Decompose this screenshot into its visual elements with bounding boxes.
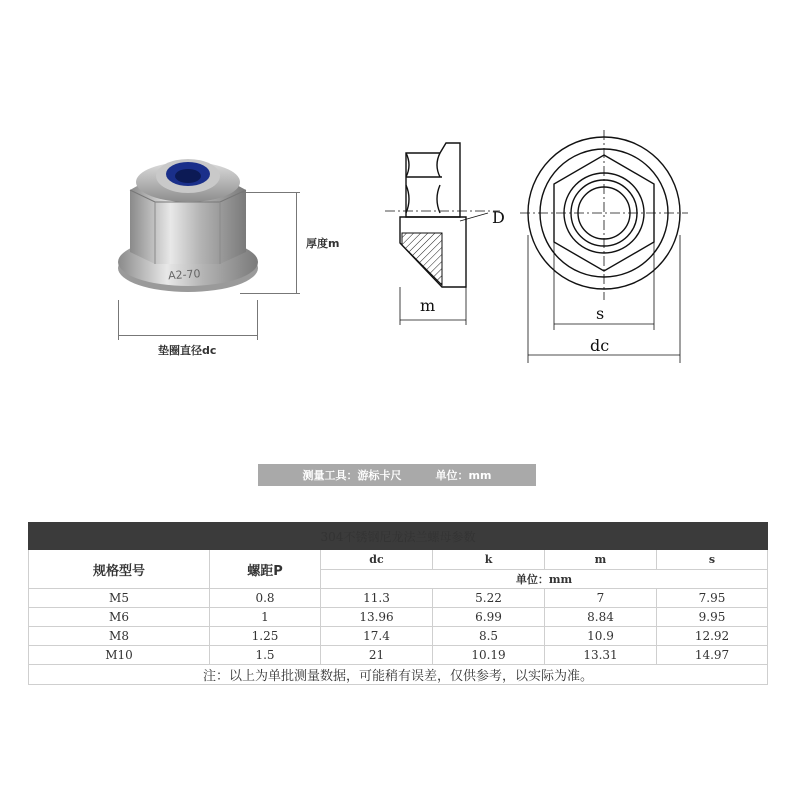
cell-pitch: 1.5 <box>210 646 321 665</box>
cell-s: 12.92 <box>657 627 768 646</box>
diameter-dim-left <box>118 300 119 340</box>
diameter-dim-right <box>257 300 258 340</box>
cell-spec: M8 <box>29 627 210 646</box>
header-m: m <box>545 550 657 570</box>
header-spec: 规格型号 <box>29 550 210 589</box>
cell-spec: M10 <box>29 646 210 665</box>
cell-pitch: 1 <box>210 608 321 627</box>
table-title: 304不锈钢尼龙法兰螺母参数 <box>29 523 768 550</box>
header-k: k <box>433 550 545 570</box>
table-row <box>29 608 768 627</box>
header-unit: 单位：mm <box>321 570 768 589</box>
table-row <box>29 627 768 646</box>
cell-s: 14.97 <box>657 646 768 665</box>
cell-k: 6.99 <box>433 608 545 627</box>
tool-text: 测量工具：游标卡尺 <box>302 469 402 482</box>
cell-k: 10.19 <box>433 646 545 665</box>
table-note: 注：以上为单批测量数据，可能稍有误差，仅供参考，以实际为准。 <box>29 665 768 685</box>
cell-s: 9.95 <box>657 608 768 627</box>
washer-diameter-label: 垫圈直径dc <box>158 344 217 357</box>
measuring-tool-bar <box>258 464 536 486</box>
header-s: s <box>657 550 768 570</box>
table-row <box>29 589 768 608</box>
cell-m: 13.31 <box>545 646 657 665</box>
cell-m: 10.9 <box>545 627 657 646</box>
header-dc: dc <box>321 550 433 570</box>
cell-m: 7 <box>545 589 657 608</box>
thickness-dim-bottom <box>240 293 300 294</box>
cell-m: 8.84 <box>545 608 657 627</box>
cell-dc: 21 <box>321 646 433 665</box>
side-section-drawing <box>380 125 510 335</box>
label-dc: dc <box>590 336 610 355</box>
cell-pitch: 1.25 <box>210 627 321 646</box>
cell-k: 8.5 <box>433 627 545 646</box>
diameter-dim-horizontal <box>118 335 258 336</box>
cell-s: 7.95 <box>657 589 768 608</box>
label-s: s <box>596 304 605 323</box>
unit-text: 单位：mm <box>435 469 492 482</box>
cell-dc: 17.4 <box>321 627 433 646</box>
cell-dc: 11.3 <box>321 589 433 608</box>
thickness-dim-vertical <box>296 192 297 294</box>
cell-dc: 13.96 <box>321 608 433 627</box>
nut-photo <box>100 140 290 310</box>
header-pitch: 螺距P <box>210 550 321 589</box>
front-view-drawing <box>520 125 690 370</box>
thickness-dim-top <box>240 192 300 193</box>
cell-spec: M5 <box>29 589 210 608</box>
nut-stamp: A2-70 <box>167 267 201 283</box>
parameter-table <box>28 522 768 685</box>
label-m: m <box>420 296 436 315</box>
thickness-label: 厚度m <box>306 237 340 250</box>
cell-spec: M6 <box>29 608 210 627</box>
cell-k: 5.22 <box>433 589 545 608</box>
cell-pitch: 0.8 <box>210 589 321 608</box>
table-row <box>29 646 768 665</box>
label-D: D <box>492 208 505 227</box>
